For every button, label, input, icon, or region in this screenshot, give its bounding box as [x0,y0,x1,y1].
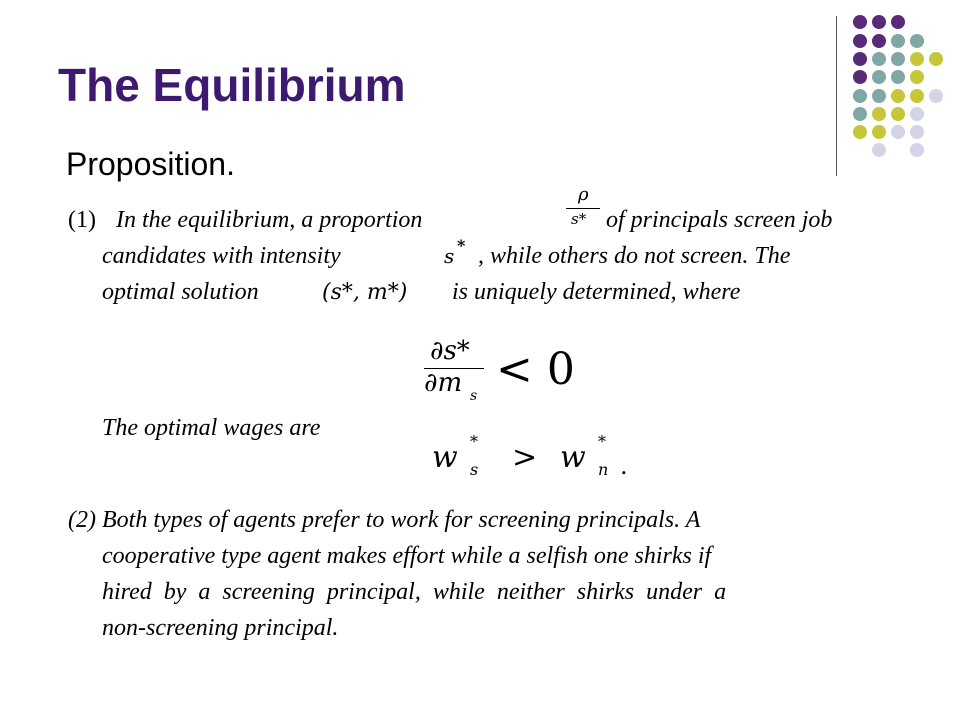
dot [910,107,924,121]
prop1-line2-b: , while others do not screen. The [478,243,791,269]
frac-numerator: ρ [578,184,589,205]
dot [853,89,867,103]
deriv-numerator: ∂s* [430,336,470,366]
wage-greater-than: > [512,440,538,475]
dot [891,89,905,103]
dot [853,52,867,66]
optimal-solution-pair: (s*, m*) [322,280,408,305]
deriv-subscript: s [470,388,478,404]
prop1-line3-a: optimal solution [102,279,259,305]
wage-s-star: * [470,432,478,451]
dot [872,70,886,84]
dot [929,52,943,66]
prop1-num: (1) [68,207,96,233]
dot [910,125,924,139]
dot [853,15,867,29]
proposition-heading: Proposition. [66,146,235,182]
slide-title: The Equilibrium [58,59,406,111]
dot [910,143,924,157]
dot [872,89,886,103]
deriv-denominator: ∂m [424,368,463,398]
prop1-line1-a: In the equilibrium, a proportion [116,207,423,233]
dot [853,107,867,121]
frac-denominator: s* [571,210,587,228]
dot [910,34,924,48]
dot [872,125,886,139]
s-star-superscript: * [457,236,466,255]
dot [891,107,905,121]
wage-period: . [620,452,628,480]
derivative-fraction [424,336,484,404]
prop1-line2-a: candidates with intensity [102,243,341,269]
prop1-line1-b: of principals screen job [606,207,833,233]
s-star-symbol: s [444,244,455,268]
dot [872,143,886,157]
dot [853,125,867,139]
dot [872,107,886,121]
prop2-line1: (2) Both types of agents prefer to work for screening principals. A [68,507,701,533]
decorative-divider [836,16,837,176]
frac-bar [566,208,600,209]
dot [910,89,924,103]
wage-n-star: * [598,432,606,451]
dot [891,34,905,48]
dot [872,15,886,29]
dot [891,70,905,84]
dot [853,70,867,84]
wage-w-n: w [560,440,586,475]
dot [853,34,867,48]
rho-over-s-star-fraction [566,186,600,232]
dot [910,70,924,84]
dot [872,52,886,66]
dot [872,34,886,48]
prop2-line3: hired by a screening principal, while neither shirks under a [102,579,727,605]
prop2-line2: cooperative type agent makes effort while a selfish one shirks if [102,543,712,569]
dot [891,52,905,66]
dot [891,15,905,29]
derivative-less-than-zero: < 0 [496,344,575,395]
wage-w-s: w [432,440,458,475]
wage-n-subscript: n [598,460,609,479]
dot [910,52,924,66]
wage-s-subscript: s [470,460,479,479]
prop2-line4: non-screening principal. [102,615,339,641]
dot [929,89,943,103]
wages-label: The optimal wages are [102,415,321,441]
dot [891,125,905,139]
prop1-line3-b: is uniquely determined, where [452,279,741,305]
